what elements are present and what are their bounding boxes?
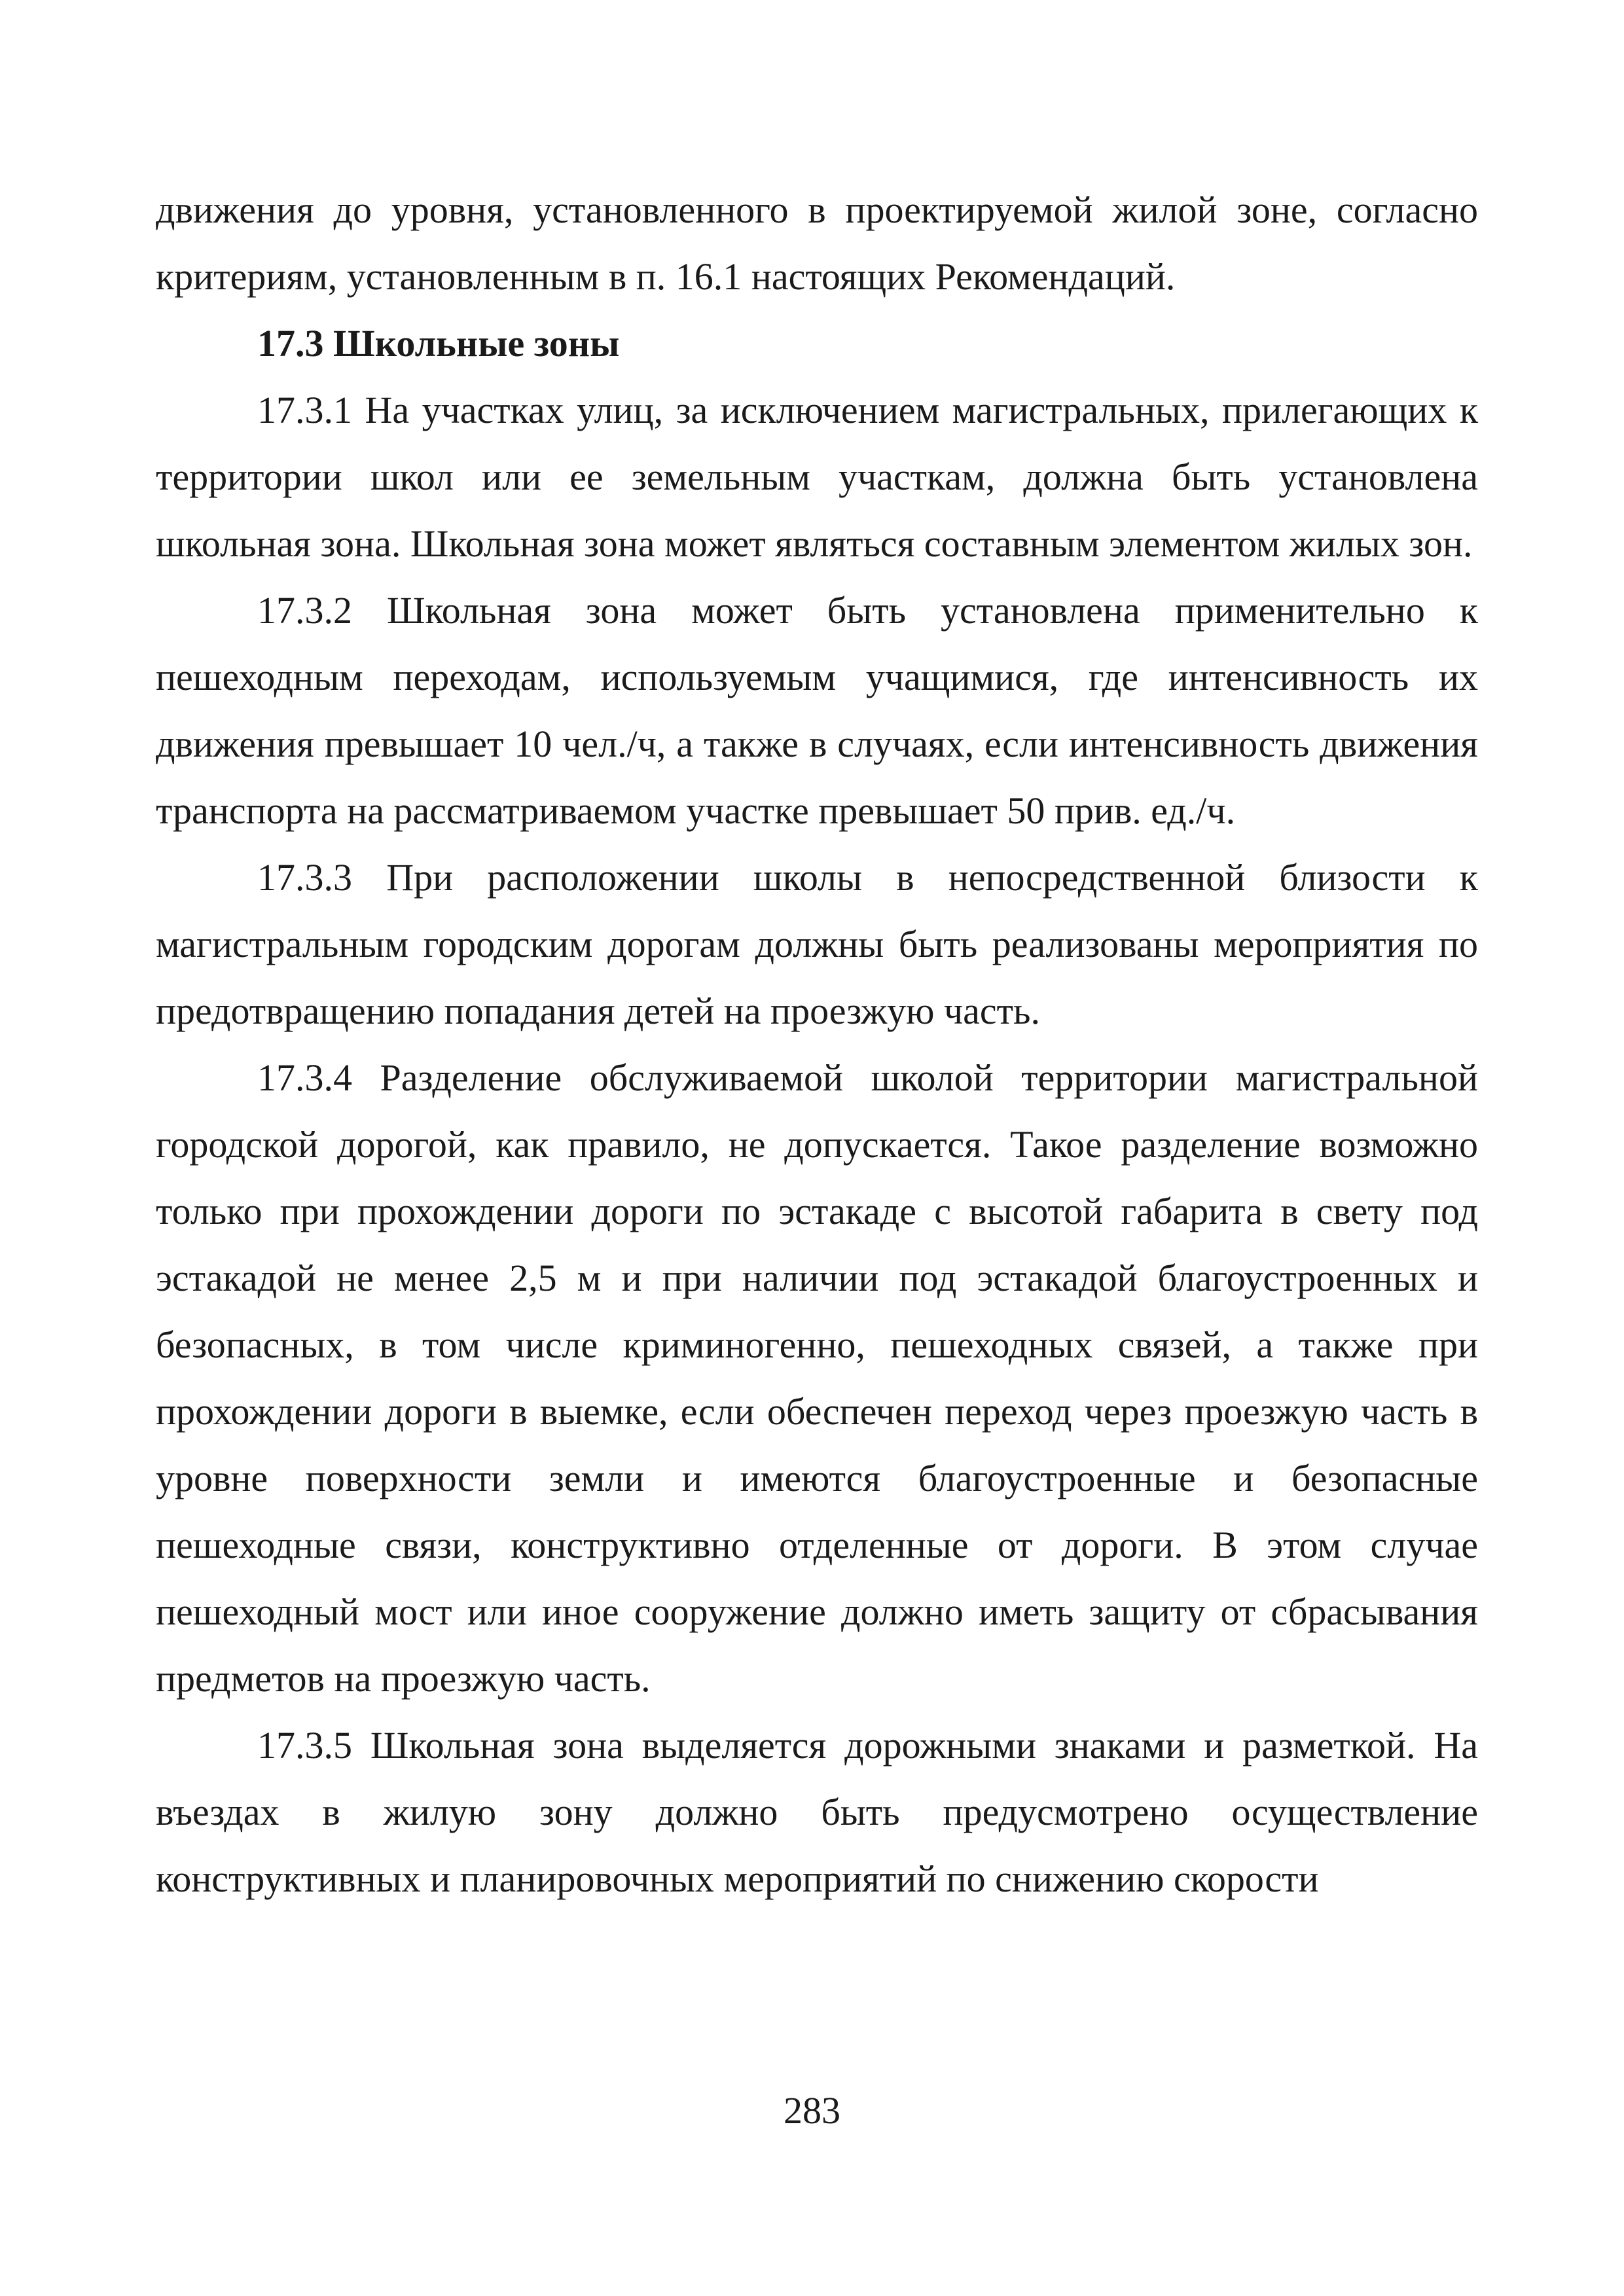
paragraph-17-3-1: 17.3.1 На участках улиц, за исключением магистральных, прилегающих к территории школ или ее земельным участкам, должна быть установлена школьная зона. Школьная зона может являться составным элементом жилых зон. [156,389,1478,565]
page-number: 283 [784,2089,840,2132]
paragraph-17-3-4: 17.3.4 Разделение обслуживаемой школой территории магистральной городской дорогой, как правило, не допускается. Такое разделение возможно только при прохождении дороги по эстакаде с высотой габарита в свету под эстакадой не менее 2,5 м и при наличии под эстакадой благоустроенных и безопасных, в том числе криминогенно, пешеходных связей, а также при прохождении дороги в выемке, если обеспечен переход через проезжую часть в уровне поверхности земли и имеются благоустроенные и безопасные пешеходные связи, конструктивно отделенные от дороги. В этом случае пешеходный мост или иное сооружение должно иметь защиту от сбрасывания предметов на проезжую часть. [156,1056,1478,1700]
section-heading: 17.3 Школьные зоны [257,322,620,365]
paragraph-17-3-3: 17.3.3 При расположении школы в непосредственной близости к магистральным городским дорогам должны быть реализованы мероприятия по предотвращению попадания детей на проезжую часть. [156,856,1478,1032]
paragraph-17-3-2: 17.3.2 Школьная зона может быть установлена применительно к пешеходным переходам, используемым учащимися, где интенсивность их движения превышает 10 чел./ч, а также в случаях, если интенсивность движения транспорта на рассматриваемом участке превышает 50 прив. ед./ч. [156,589,1478,832]
continuation-paragraph: движения до уровня, установленного в проектируемой жилой зоне, согласно критериям, установленным в п. 16.1 настоящих Рекомендаций. [156,188,1478,298]
document-page [156,177,1478,1912]
paragraph-17-3-5: 17.3.5 Школьная зона выделяется дорожными знаками и разметкой. На въездах в жилую зону должно быть предусмотрено осуществление конструктивных и планировочных мероприятий по снижению скорости [156,1724,1478,1900]
